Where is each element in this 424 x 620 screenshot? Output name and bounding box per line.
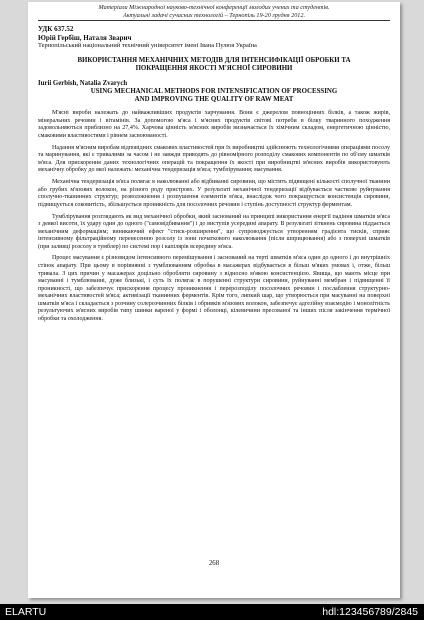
running-header-line-2: Актуальні задачі сучасних технологій – Тернопіль 19-20 грудня 2012. [122,11,306,19]
page-number: 268 [208,560,220,567]
title-ua-line-1: ВИКОРИСТАННЯ МЕХАНІЧНИХ МЕТОДІВ ДЛЯ ІНТЕНСИФІКАЦІЇ ОБРОБКИ ТА [77,56,351,64]
running-header-line-1: Матеріали Міжнародної науково-технічної конференції молодих учених та студентів. [98,4,330,11]
repository-footer-bar [0,604,424,620]
handle-identifier: hdl:123456789/2845 [322,606,418,618]
title-ua [38,57,390,73]
page-content [38,4,390,328]
title-en [38,88,390,103]
authors-ua: Юрій Гербіш, Наталя Зварич [38,33,132,42]
body-paragraph-1: М'ясні вироби належать до найважливіших продуктів харчування. Вони є джерелом повноцінних білків, а також жирів, мінеральних речовин і вітамінів. За допомогою м'яса і м'ясних продуктів світові потреби в білку тваринного походження задовольняються приблизно на 27,4%. Харчова цінність м'ясних виробів визначається їх хімічним складом, енергетичною цінністю, смаковими властивостями і рівнем засвоюваності. [38,110,390,140]
repository-name: ELARTU [5,606,47,618]
document-page [28,2,400,598]
authors-en: Iurii Gerbish, Natalia Zvarych [38,80,128,88]
title-en-line-2: AND IMPROVING THE QUALITY OF RAW MEAT [134,95,294,103]
affiliation-ua: Тернопільський національний технічний університет імені Івана Пулюя Україна [38,42,257,49]
title-en-line-1: USING MECHANICAL METHODS FOR INTENSIFICATION OF PROCESSING [90,88,338,96]
body-paragraph-3: Механічна тендеризація м'яса полягає в наколюванні або відбиванні сировини, що містить підвищені кількості сполучної тканини або грубих м'язових волокон, на різного роду пристроях. У результаті механічної тендеризації відбувається часткове руйнування сполучно-тканинних структур; розволокнення і розпушення елементів м'яса, внаслідок чого покращується консистенція сировини, підвищується соковитість, збільшується проникність для посолочних речовин і ступінь доступності структур ферментам. [38,179,390,208]
udk-code: УДК 637.52 [38,25,74,34]
title-ua-line-2: ПОКРАЩЕННЯ ЯКОСТІ М'ЯСНОЇ СИРОВИНИ [135,65,293,72]
body-text [38,110,390,323]
body-paragraph-2: Надання м'ясним виробам відповідних смакових властивостей при їх виробництві здійснюють технологічними операціями посолу та маринування, які є тривалими за часом і не завжди приводять до рівномірного розподілу смакових компонентів по об'єму шматків м'яса. Для прискорення даних технологічних операцій та покращення їх якості при виробництві м'ясних виробів використовують механічну обробку до якої належать: механічна тендеризація м'яса; тумблірування; масування. [38,144,390,174]
running-header [38,4,390,19]
body-paragraph-5: Процес масування є різновидом інтенсивного перемішування і заснований на терті шматків м'яса один до одного і до внутрішніх стінок апарату. При цьому в порівнянні з тумблюванням обробка в масажерах відбувається в більш м'яких умовах і, отже, більш тривала. З цих причин у масажерах доцільно обробляти сировину з відносно м'якою консистенцією. Явища, що мають місце при масуванні і тумблюванні, дуже близькі, і суть їх полягає в порушенні структури сировини, руйнуванні мембран і підвищенні її проникності, що забезпечує прискорення процесу проникнення і перерозподілу посолочних речовин і послаблення структурно-механічних властивостей м'яса; активізації тканинних ферментів. Крім того, липкий шар, що утворюється при масуванні на поверхні шматків м'яса і складається з розчину солерозчинних білків і обривків м'язових волокон, забезпечує адгезійну взаємодію і монолітність результуючих м'ясних виробів типу шинки вареної у формі і оболонці, кілевичини пресованої та інших після закінчення термічної обробки та охолодження. [38,255,390,322]
header-rule [38,20,390,21]
body-paragraph-4: Тумблірування розглядають як вид механічної обробки, який заснований на принципі використання енергії падіння шматків м'яса з деякої висоти, їх удару один до одного ("самовідбивання") і до виступів усередині апарату. В результаті зіткнень сировина піддається механічним деформаціям; виникаючий ефект "стиск-розширення", що супроводжується утворенням градієнта тисків, сприяє інтенсивному фільтраційному перенесенню розсолу із зони початкового наколювання (після шприцювання) або з поверхні шматків (при заливці розсолу в тумблер) по системі пор і капілярів всередину м'яса. [38,213,390,250]
